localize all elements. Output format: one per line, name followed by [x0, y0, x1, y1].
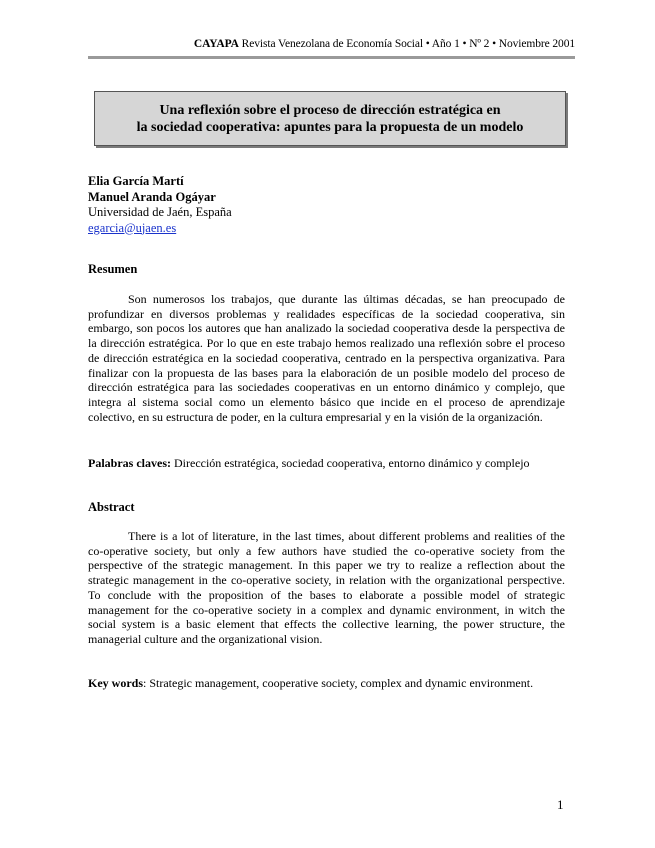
abstract-heading: Abstract	[88, 500, 135, 514]
key-words-text: : Strategic management, cooperative society, complex and dynamic environment.	[143, 676, 534, 690]
page-number: 1	[557, 797, 564, 812]
journal-brand: CAYAPA	[193, 38, 239, 50]
palabras-claves	[88, 456, 565, 471]
title-line-1: Una reflexión sobre el proceso de dirección estratégica en	[159, 102, 501, 118]
author-affiliation: Universidad de Jaén, España	[88, 205, 232, 219]
running-header	[88, 38, 575, 50]
key-words-label: Key words	[88, 676, 143, 690]
resumen-heading: Resumen	[88, 262, 138, 276]
journal-citation: Revista Venezolana de Economía Social • Año 1 • Nº 2 • Noviembre 2001	[241, 38, 575, 50]
author-email-link[interactable]: egarcia@ujaen.es	[88, 220, 177, 235]
resumen-paragraph: Son numerosos los trabajos, que durante las últimas décadas, se han preocupado de profundizar en diversos problemas y realidades específicas de la sociedad cooperativa, sin embargo, son pocos los autores que han analizado la sociedad cooperativa desde la perspectiva de la dirección estratégica. Por lo que en este trabajo hemos realizado una reflexión sobre el proceso de dirección estratégica en la sociedad cooperativa, centrado en la perspectiva organizativa. Para finalizar con la propuesta de las bases para la elaboración de un posible modelo del proceso de dirección estratégica para las sociedades cooperativas en un entorno dinámico y complejo, que integra al sistema social como un elemento básico que incide en el proceso de aprendizaje colectivo, en su estructura de poder, en la cultura empresarial y en la visión de la organización.	[88, 292, 565, 424]
author-name-1: Elia García Martí	[88, 174, 184, 188]
title-line-2: la sociedad cooperativa: apuntes para la propuesta de un modelo	[136, 119, 524, 135]
palabras-claves-label: Palabras claves:	[88, 456, 171, 470]
key-words	[88, 676, 565, 691]
author-name-2: Manuel Aranda Ogáyar	[88, 189, 216, 204]
author-block	[88, 174, 232, 236]
palabras-claves-text: Dirección estratégica, sociedad cooperativa, entorno dinámico y complejo	[174, 456, 530, 470]
abstract-paragraph: There is a lot of literature, in the last times, about different problems and realities of the co-operative society, but only a few authors have studied the co-operative society from the perspective of the strategic management. In this paper we try to realize a reflection about the strategic management in the co-operative society, in relation with the organizational perspective. To conclude with the proposition of the bases to elaborate a possible model of strategic management for the co-operative society in a complex and dynamic environment, in witch the social system is a basic element that effects the collective learning, the power structure, the managerial culture and the organizational vision.	[88, 529, 565, 646]
header-rule	[88, 56, 575, 59]
title-box	[94, 91, 566, 146]
